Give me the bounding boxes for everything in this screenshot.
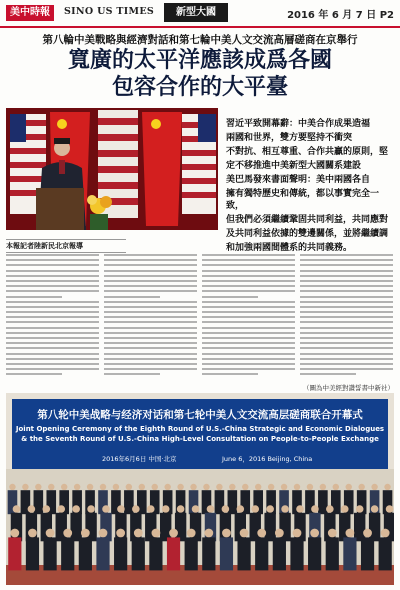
text-line [202, 285, 295, 287]
text-line [6, 285, 99, 287]
text-line [104, 368, 197, 370]
text-line [202, 363, 295, 365]
delegate-head [177, 505, 185, 513]
text-line [202, 358, 295, 360]
delegate-body [167, 537, 180, 570]
text-line [6, 327, 99, 329]
brand-name-en: SINO US TIMES [64, 6, 155, 17]
delegate-head [22, 484, 28, 490]
delegate-head [328, 529, 337, 538]
delegate-head [187, 529, 196, 538]
delegate-head [281, 484, 287, 490]
text-line [202, 264, 295, 266]
text-line [104, 254, 197, 256]
article-headline [0, 47, 400, 101]
text-line [6, 342, 99, 344]
text-line [104, 332, 197, 334]
text-line [300, 270, 393, 272]
text-line [202, 353, 295, 355]
delegate-head [203, 484, 209, 490]
text-line [202, 296, 258, 298]
delegate-head [386, 505, 394, 513]
delegate-head [311, 505, 319, 513]
text-line [104, 321, 197, 323]
delegate-head [255, 484, 261, 490]
delegate-head [333, 484, 339, 490]
delegate-head [307, 484, 313, 490]
text-line [104, 259, 197, 261]
delegate-head [346, 529, 355, 538]
delegate-body [308, 537, 321, 570]
text-line [202, 306, 295, 308]
delegate-head [294, 484, 300, 490]
delegate-head [257, 529, 266, 538]
text-line [104, 301, 197, 303]
delegate-head [28, 505, 36, 513]
text-line [202, 368, 295, 370]
delegate-head [363, 529, 372, 538]
issue-date: 2016 年 6 月 7 日 [287, 10, 377, 21]
banner-title-cn: 第八轮中美战略与经济对话和第七轮中美人文交流高层磋商联合开幕式 [37, 409, 363, 421]
text-line [6, 259, 99, 261]
delegate-head [9, 484, 15, 490]
text-line [300, 296, 393, 298]
delegates-illustration [6, 469, 394, 585]
text-line [202, 332, 295, 334]
delegate-head [57, 505, 65, 513]
body-column-2 [104, 254, 197, 380]
text-line [104, 311, 197, 313]
delegate-body [318, 490, 328, 514]
delegate-head [99, 529, 108, 538]
delegate-body [361, 537, 374, 570]
delegate-head [147, 505, 155, 513]
delegate-head [371, 484, 377, 490]
delegate-body [124, 490, 134, 514]
delegate-body [70, 513, 81, 542]
delegate-head [87, 505, 95, 513]
delegate-head [102, 505, 110, 513]
text-line [104, 316, 197, 318]
delegate-head [61, 484, 67, 490]
delegate-body [228, 490, 238, 514]
delegate-head [35, 484, 41, 490]
brand-logo-cn: 美中時報 [6, 5, 54, 21]
text-line [6, 296, 62, 298]
delegate-head [293, 529, 302, 538]
issue-date-line [287, 6, 394, 21]
text-line [202, 259, 295, 261]
text-line [6, 368, 99, 370]
delegate-head [371, 505, 379, 513]
delegate-body [96, 537, 109, 570]
text-line [6, 332, 99, 334]
text-line [300, 358, 393, 360]
caption-line: 習近平致開幕辭：中美合作成果造福 [226, 119, 371, 129]
section-label: 新型大國 [164, 3, 228, 22]
banner-date-cn: 2016年6月6日 中国·北京 [102, 455, 177, 463]
text-line [104, 270, 197, 272]
text-line [104, 275, 197, 277]
text-line [104, 285, 197, 287]
text-line [202, 311, 295, 313]
delegate-head [192, 505, 200, 513]
delegate-body [43, 537, 56, 570]
text-line [6, 337, 99, 339]
delegate-head [81, 529, 90, 538]
text-line [104, 347, 197, 349]
delegate-body [290, 537, 303, 570]
text-line [6, 347, 99, 349]
headline-line-2: 包容合作的大平臺 [111, 74, 288, 100]
page-number: P2 [379, 10, 394, 21]
text-line [202, 275, 295, 277]
text-line [6, 316, 99, 318]
text-line [202, 290, 295, 292]
caption-line: 美巴馬發來書面聲明：美中兩國各自 [226, 175, 371, 185]
delegate-head [13, 505, 21, 513]
text-line [6, 301, 99, 303]
text-line [6, 290, 99, 292]
delegate-head [310, 529, 319, 538]
delegate-head [126, 484, 132, 490]
text-line [104, 264, 197, 266]
delegate-head [381, 529, 390, 538]
delegate-head [320, 484, 326, 490]
delegate-head [152, 529, 161, 538]
delegate-head [169, 529, 178, 538]
text-line [6, 358, 99, 360]
text-line [6, 254, 99, 256]
text-line [6, 280, 99, 282]
text-line [300, 311, 393, 313]
delegate-head [384, 484, 390, 490]
body-column-1 [6, 254, 99, 380]
delegate-head [222, 505, 230, 513]
delegate-head [268, 484, 274, 490]
text-line [104, 358, 197, 360]
delegate-body [34, 490, 44, 514]
delegate-head [204, 529, 213, 538]
caption-line: 及共同利益依據的雙邊關係，並將繼續調 [226, 229, 389, 239]
delegate-body [175, 513, 186, 542]
text-line [300, 285, 393, 287]
delegate-body [132, 537, 145, 570]
text-line [300, 301, 393, 303]
text-line [300, 373, 356, 375]
delegate-body [114, 537, 127, 570]
text-line [6, 306, 99, 308]
delegate-body [160, 513, 171, 542]
delegate-body [273, 537, 286, 570]
text-line [202, 321, 295, 323]
delegate-head [229, 484, 235, 490]
delegate-head [341, 505, 349, 513]
delegate-head [43, 505, 51, 513]
delegate-head [190, 484, 196, 490]
delegate-head [46, 529, 55, 538]
delegate-body [354, 513, 365, 542]
article-kicker: 第八輪中美戰略與經濟對話和第七輪中美人文交流高層磋商在京舉行 [42, 34, 358, 46]
text-line [104, 342, 197, 344]
delegate-body [26, 537, 39, 570]
delegate-head [72, 505, 80, 513]
text-line [6, 373, 62, 375]
delegate-head [296, 505, 304, 513]
delegate-head [216, 484, 222, 490]
delegate-head [63, 529, 72, 538]
delegate-body [343, 537, 356, 570]
caption-line: 兩國和世界，雙方要堅持不衝突 [226, 133, 353, 143]
banner-title-en-line-2: & the Seventh Round of U.S.-China High-Level Consultation on People-to-People Exchange [21, 435, 379, 443]
banner-title-en-line-1: Joint Opening Ceremony of the Eighth Round of U.S.-China Strategic and Economic Dialogues [15, 425, 385, 433]
text-line [202, 301, 295, 303]
delegate-body [326, 537, 339, 570]
banner-date-en: June 6，2016 Beijing, China [222, 455, 313, 463]
text-line [104, 296, 160, 298]
text-line [104, 373, 160, 375]
caption-line: 但我們必須繼續鞏固共同利益，共同應對 [226, 215, 389, 225]
delegate-head [134, 529, 143, 538]
speaker-photo-illustration [6, 108, 218, 230]
delegate-head [113, 484, 119, 490]
delegate-body [250, 513, 261, 542]
delegate-head [356, 505, 364, 513]
event-banner [12, 399, 388, 469]
text-line [202, 337, 295, 339]
text-line [202, 270, 295, 272]
text-line [300, 254, 393, 256]
text-line [300, 353, 393, 355]
delegate-body [369, 513, 380, 542]
delegate-head [281, 505, 289, 513]
headline-line-1: 寬廣的太平洋應該成爲各國 [67, 47, 332, 73]
text-line [6, 321, 99, 323]
delegate-head [139, 484, 145, 490]
text-line [104, 353, 197, 355]
text-line [202, 373, 258, 375]
delegate-head [266, 505, 274, 513]
text-line [300, 259, 393, 261]
text-line [104, 363, 197, 365]
article-body [6, 254, 394, 380]
article-byline: 本報記者陸新民北京報導 [6, 239, 126, 253]
text-line [6, 264, 99, 266]
delegate-head [207, 505, 215, 513]
delegate-head [251, 505, 259, 513]
delegate-body [79, 537, 92, 570]
text-line [202, 254, 295, 256]
delegate-head [117, 505, 125, 513]
delegate-head [74, 484, 80, 490]
text-line [6, 311, 99, 313]
delegate-body [8, 537, 21, 570]
text-line [300, 290, 393, 292]
text-line [104, 280, 197, 282]
text-line [202, 280, 295, 282]
body-column-4 [300, 254, 393, 380]
caption-line: 擁有獨特歷史和傳統，都以事實完全一致， [226, 189, 380, 211]
masthead [0, 0, 400, 28]
delegate-head [10, 529, 19, 538]
text-line [202, 342, 295, 344]
text-line [104, 290, 197, 292]
delegate-body [185, 537, 198, 570]
delegate-head [100, 484, 106, 490]
delegate-body [237, 537, 250, 570]
photo-credit: （圖為中美經對讚誓書中新社） [303, 384, 394, 392]
text-line [6, 353, 99, 355]
text-line [300, 368, 393, 370]
text-line [300, 363, 393, 365]
delegate-body [61, 537, 74, 570]
text-line [300, 275, 393, 277]
delegate-head [152, 484, 158, 490]
delegate-head [237, 505, 245, 513]
text-line [202, 327, 295, 329]
text-line [6, 270, 99, 272]
delegate-body [149, 537, 162, 570]
caption-line: 定不移推進中美新型大國關系建設 [226, 161, 362, 171]
delegate-body [56, 513, 67, 542]
delegate-body [220, 537, 233, 570]
delegate-head [48, 484, 54, 490]
text-line [300, 316, 393, 318]
caption-line: 和加強兩國間體系的共同義務。 [226, 243, 353, 253]
delegate-head [177, 484, 183, 490]
group-photo [6, 393, 394, 585]
delegate-body [255, 537, 268, 570]
delegate-head [242, 484, 248, 490]
text-line [300, 306, 393, 308]
delegate-body [202, 537, 215, 570]
text-line [300, 337, 393, 339]
delegate-head [346, 484, 352, 490]
delegate-body [264, 513, 275, 542]
text-line [300, 332, 393, 334]
delegate-head [275, 529, 284, 538]
text-line [104, 306, 197, 308]
caption-line: 不對抗、相互尊重、合作共贏的原則，堅 [226, 147, 389, 157]
photo-caption [226, 118, 394, 256]
text-line [300, 321, 393, 323]
delegate-head [28, 529, 37, 538]
delegate-head [87, 484, 93, 490]
delegate-head [116, 529, 125, 538]
text-line [300, 342, 393, 344]
delegate-head [132, 505, 140, 513]
delegate-body [379, 537, 392, 570]
text-line [6, 363, 99, 365]
text-line [202, 347, 295, 349]
speaker-photo [6, 108, 218, 230]
text-line [104, 327, 197, 329]
text-line [300, 280, 393, 282]
text-line [6, 275, 99, 277]
delegate-head [164, 484, 170, 490]
delegate-head [358, 484, 364, 490]
text-line [300, 264, 393, 266]
delegate-head [162, 505, 170, 513]
text-line [300, 327, 393, 329]
body-column-3 [202, 254, 295, 380]
text-line [104, 337, 197, 339]
delegate-head [326, 505, 334, 513]
text-line [300, 347, 393, 349]
delegate-head [222, 529, 231, 538]
text-line [202, 316, 295, 318]
delegate-head [240, 529, 249, 538]
